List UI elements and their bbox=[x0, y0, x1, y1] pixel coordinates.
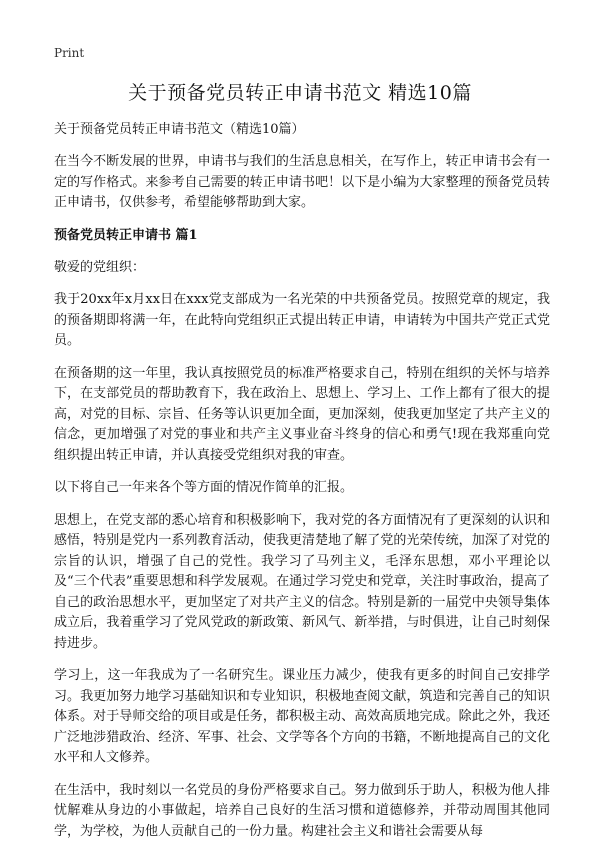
body-paragraph: 在生活中，我时刻以一名党员的身份严格要求自己。努力做到乐于助人，积极为他人排忧解难从身边的小事做起，培养自己良好的生活习惯和道德修养，并带动周围其他同学，为学校，为他人贡献自己的一份力量。构建社会主义和谐社会需要从每 bbox=[54, 782, 550, 839]
body-paragraph: 思想上，在党支部的悉心培育和积极影响下，我对党的各方面情况有了更深刻的认识和感悟，特别是党内一系列教育活动，使我更清楚地了解了党的光荣传统，加深了对党的宗旨的认识，增强了自己的党性。我学习了马列主义，毛泽东思想，邓小平理论以及“三个代表”重要思想和科学发展观。在通过学习党史和党章，关注时事政治，提高了自己的政治思想水平，更加坚定了对共产主义的信念。特别是新的一届党中央领导集体成立后，我着重学习了党风党政的新政策、新风气、新举措，与时俱进，让自己时刻保持进步。 bbox=[54, 512, 550, 651]
salutation: 敬爱的党组织： bbox=[54, 259, 146, 275]
article-body bbox=[54, 120, 550, 854]
page-title: 关于预备党员转正申请书范文 精选10篇 bbox=[128, 82, 472, 104]
body-paragraph: 在预备期的这一年里，我认真按照党员的标准严格要求自己，特别在组织的关怀与培养下，在支部党员的帮助教育下，我在政治上、思想上、学习上、工作上都有了很大的提高，对党的目标、宗旨、任务等认识更加全面，更加深刻，使我更加坚定了共产主义的信念，更加增强了对党的事业和共产主义事业奋斗终身的信心和勇气!现在我郑重向党组织提出转正申请，并认真接受党组织对我的审查。 bbox=[54, 365, 550, 463]
body-paragraph: 以下将自己一年来各个等方面的情况作简单的汇报。 bbox=[54, 480, 354, 495]
body-paragraph: 我于20xx年x月xx日在xxx党支部成为一名光荣的中共预备党员。按照党章的规定，我的预备期即将满一年，在此特向党组织正式提出转正申请，申请转为中国共产党正式党员。 bbox=[54, 292, 550, 348]
print-link[interactable]: Print bbox=[54, 46, 85, 60]
body-paragraph: 学习上，这一年我成为了一名研究生。课业压力减少，使我有更多的时间自己安排学习。我更加努力地学习基础知识和专业知识，积极地查阅文献，筑造和完善自己的知识体系。对于导师交给的项目或是任务，都积极主动、高效高质地完成。除此之外，我还广泛地涉猎政治、经济、军事、社会、文学等各个方向的书籍，不断地提高自己的文化水平和人文修养。 bbox=[54, 668, 550, 765]
intro-paragraph: 在当今不断发展的世界，申请书与我们的生活息息相关，在写作上，转正申请书会有一定的写作格式。来参考自己需要的转正申请书吧！以下是小编为大家整理的预备党员转正申请书，仅供参考，希望能够帮助到大家。 bbox=[54, 154, 550, 210]
article-subtitle: 关于预备党员转正申请书范文（精选10篇） bbox=[54, 122, 305, 137]
section-heading: 预备党员转正申请书 篇1 bbox=[54, 227, 198, 243]
